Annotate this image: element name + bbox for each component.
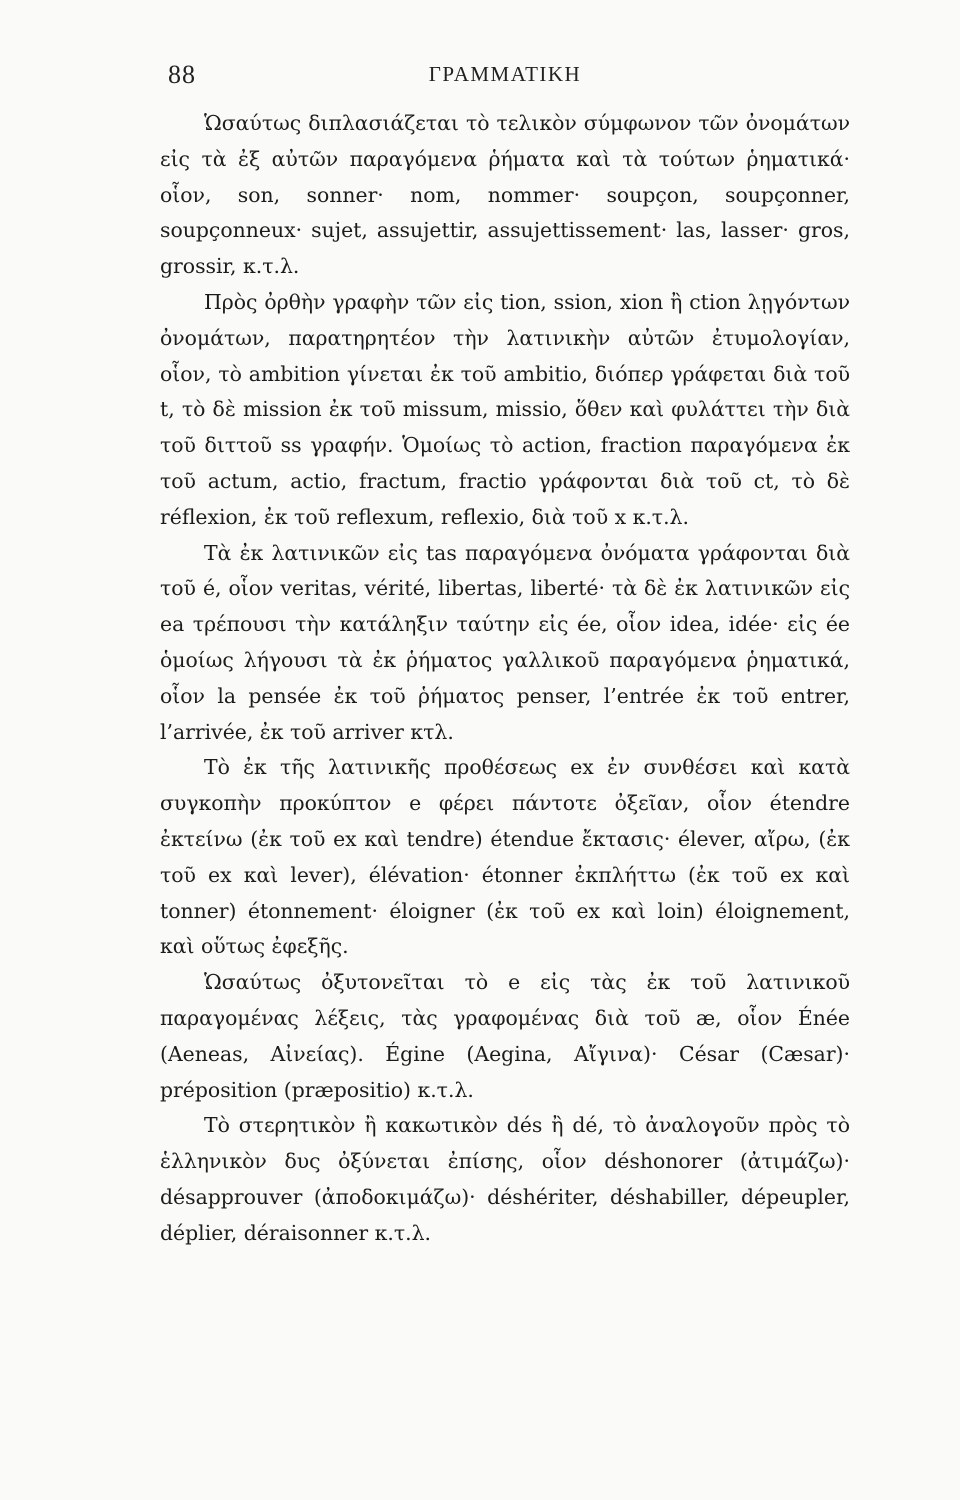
paragraph-ae-words: Ὡσαύτως ὀξυτονεῖται τὸ e εἰς τὰς ἐκ τοῦ λατινικοῦ παραγομένας λέξεις, τὰς γραφομένας διὰ τοῦ æ, οἷον Énée (Aeneas, Αἰνείας). Égine (Aegina, Αἴγινα)· César (Cæsar)· préposition (præpositio) κ.τ.λ. (160, 970, 850, 1102)
page-header (160, 60, 850, 100)
paragraph-tas-endings: Τὰ ἐκ λατινικῶν εἰς tas παραγόμενα ὀνόματα γράφονται διὰ τοῦ é, οἷον veritas, vérité, libertas, liberté· τὰ δὲ ἐκ λατινικῶν εἰς ea τρέπουσι τὴν κατάληξιν ταύτην εἰς ée, οἷον idea, idée· εἰς ée ὁμοίως λήγουσι τὰ ἐκ ῥήματος γαλλικοῦ παραγόμενα ῥηματικά, οἷον la pensée ἐκ τοῦ ῥήματος penser, l’entrée ἐκ τοῦ entrer, l’arrivée, ἐκ τοῦ arriver κτλ. (160, 540, 850, 744)
page-number: 88 (168, 60, 196, 89)
paragraph-ex-prefix: Τὸ ἐκ τῆς λατινικῆς προθέσεως ex ἐν συνθέσει καὶ κατὰ συγκοπὴν προκύπτον e φέρει πάντοτε ὀξεῖαν, οἷον étendre ἐκτείνω (ἐκ τοῦ ex καὶ tendre) étendue ἔκτασις· élever, αἴρω, (ἐκ τοῦ ex καὶ lever), élévation· étonner ἐκπλήττω (ἐκ τοῦ ex καὶ tonner) étonnement· éloigner (ἐκ τοῦ ex καὶ loin) éloignement, καὶ οὕτως ἐφεξῆς. (160, 755, 850, 959)
page-body (160, 106, 850, 1252)
book-page (160, 60, 850, 1300)
paragraph-doubling-consonant: Ὡσαύτως διπλασιάζεται τὸ τελικὸν σύμφωνον τῶν ὀνομάτων εἰς τὰ ἐξ αὐτῶν παραγόμενα ῥήματα καὶ τὰ τούτων ῥηματικά· οἷον, son, sonner· nom, nommer· soupçon, soupçonner, soupçonneux· sujet, assujettir, assujettissement· las, lasser· gros, grossir, κ.τ.λ. (160, 111, 850, 279)
paragraph-des-prefix: Τὸ στερητικὸν ἢ κακωτικὸν dés ἢ dé, τὸ ἀναλογοῦν πρὸς τὸ ἑλληνικὸν δυς ὀξύνεται ἐπίσης, οἷον déshonorer (ἀτιμάζω)· désapprouver (ἀποδοκιμάζω)· déshériter, déshabiller, dépeupler, déplier, déraisonner κ.τ.λ. (160, 1113, 850, 1245)
paragraph-tion-endings: Πρὸς ὀρθὴν γραφὴν τῶν εἰς tion, ssion, xion ἢ ction λῃγόντων ὀνομάτων, παρατηρητέον τὴν λατινικὴν αὐτῶν ἐτυμολογίαν, οἷον, τὸ ambition γίνεται ἐκ τοῦ ambitio, διόπερ γράφεται διὰ τοῦ t, τὸ δὲ mission ἐκ τοῦ missum, missio, ὅθεν καὶ φυλάττει τὴν διὰ τοῦ διττοῦ ss γραφήν. Ὁμοίως τὸ action, fraction παραγόμενα ἐκ τοῦ actum, actio, fractum, fractio γράφονται διὰ τοῦ ct, τὸ δὲ réflexion, ἐκ τοῦ reflexum, reflexio, διὰ τοῦ x κ.τ.λ. (160, 289, 850, 529)
running-title: ΓΡΑΜΜΑΤΙΚΗ (428, 62, 582, 86)
